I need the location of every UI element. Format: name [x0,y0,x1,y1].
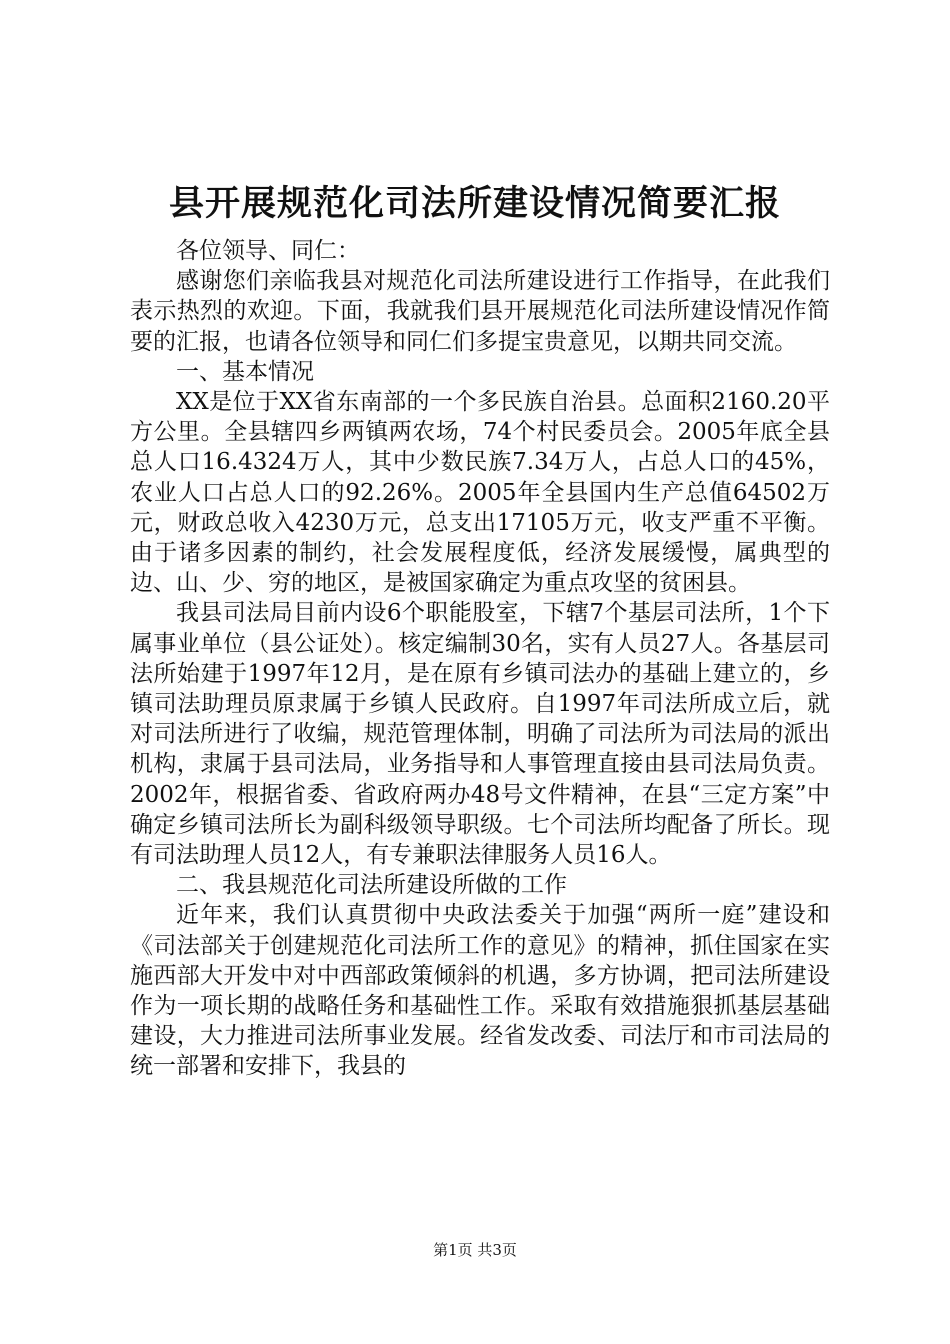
paragraph-justice-bureau: 我县司法局目前内设6个职能股室，下辖7个基层司法所，1个下属事业单位（县公证处）。核定编制30名，实有人员27人。各基层司法所始建于1997年12月，是在原有乡镇司法办的基础上建立的，乡镇司法助理员原隶属于乡镇人民政府。自1997年司法所成立后，就对司法所进行了收编，规范管理体制，明确了司法所为司法局的派出机构，隶属于县司法局，业务指导和人事管理直接由县司法局负责。2002年，根据省委、省政府两办48号文件精神，在县“三定方案”中确定乡镇司法所长为副科级领导职级。七个司法所均配备了所长。现有司法助理人员12人，有专兼职法律服务人员16人。 [130,600,830,869]
section-heading-work-done: 二、我县规范化司法所建设所做的工作 [176,872,567,899]
paragraph-recent-work: 近年来，我们认真贯彻中央政法委关于加强“两所一庭”建设和《司法部关于创建规范化司法所工作的意见》的精神，抓住国家在实施西部大开发中对中西部政策倾斜的机遇，多方协调，把司法所建设作为一项长期的战略任务和基础性工作。采取有效措施狠抓基层基础建设，大力推进司法所事业发展。经省发改委、司法厅和市司法局的统一部署和安排下，我县的 [130,902,830,1080]
section-heading-basic-situation: 一、基本情况 [176,358,314,385]
paragraph-county-overview: XX是位于XX省东南部的一个多民族自治县。总面积2160.20平方公里。全县辖四乡两镇两农场，74个村民委员会。2005年底全县总人口16.4324万人，其中少数民族7.34万人，占总人口的45%，农业人口占总人口的92.26%。2005年全县国内生产总值64502万元，财政总收入4230万元，总支出17105万元，收支严重不平衡。由于诸多因素的制约，社会发展程度低，经济发展缓慢，属典型的边、山、少、穷的地区，是被国家确定为重点攻坚的贫困县。 [130,389,830,597]
paragraph-intro: 感谢您们亲临我县对规范化司法所建设进行工作指导，在此我们表示热烈的欢迎。下面，我就我们县开展规范化司法所建设情况作简要的汇报，也请各位领导和同仁们多提宝贵意见，以期共同交流。 [130,268,830,355]
document-body [130,236,830,1082]
document-title: 县开展规范化司法所建设情况简要汇报 [168,183,781,224]
page-footer: 第1页 共3页 [433,1241,517,1259]
paragraph-greeting: 各位领导、同仁： [176,238,360,264]
